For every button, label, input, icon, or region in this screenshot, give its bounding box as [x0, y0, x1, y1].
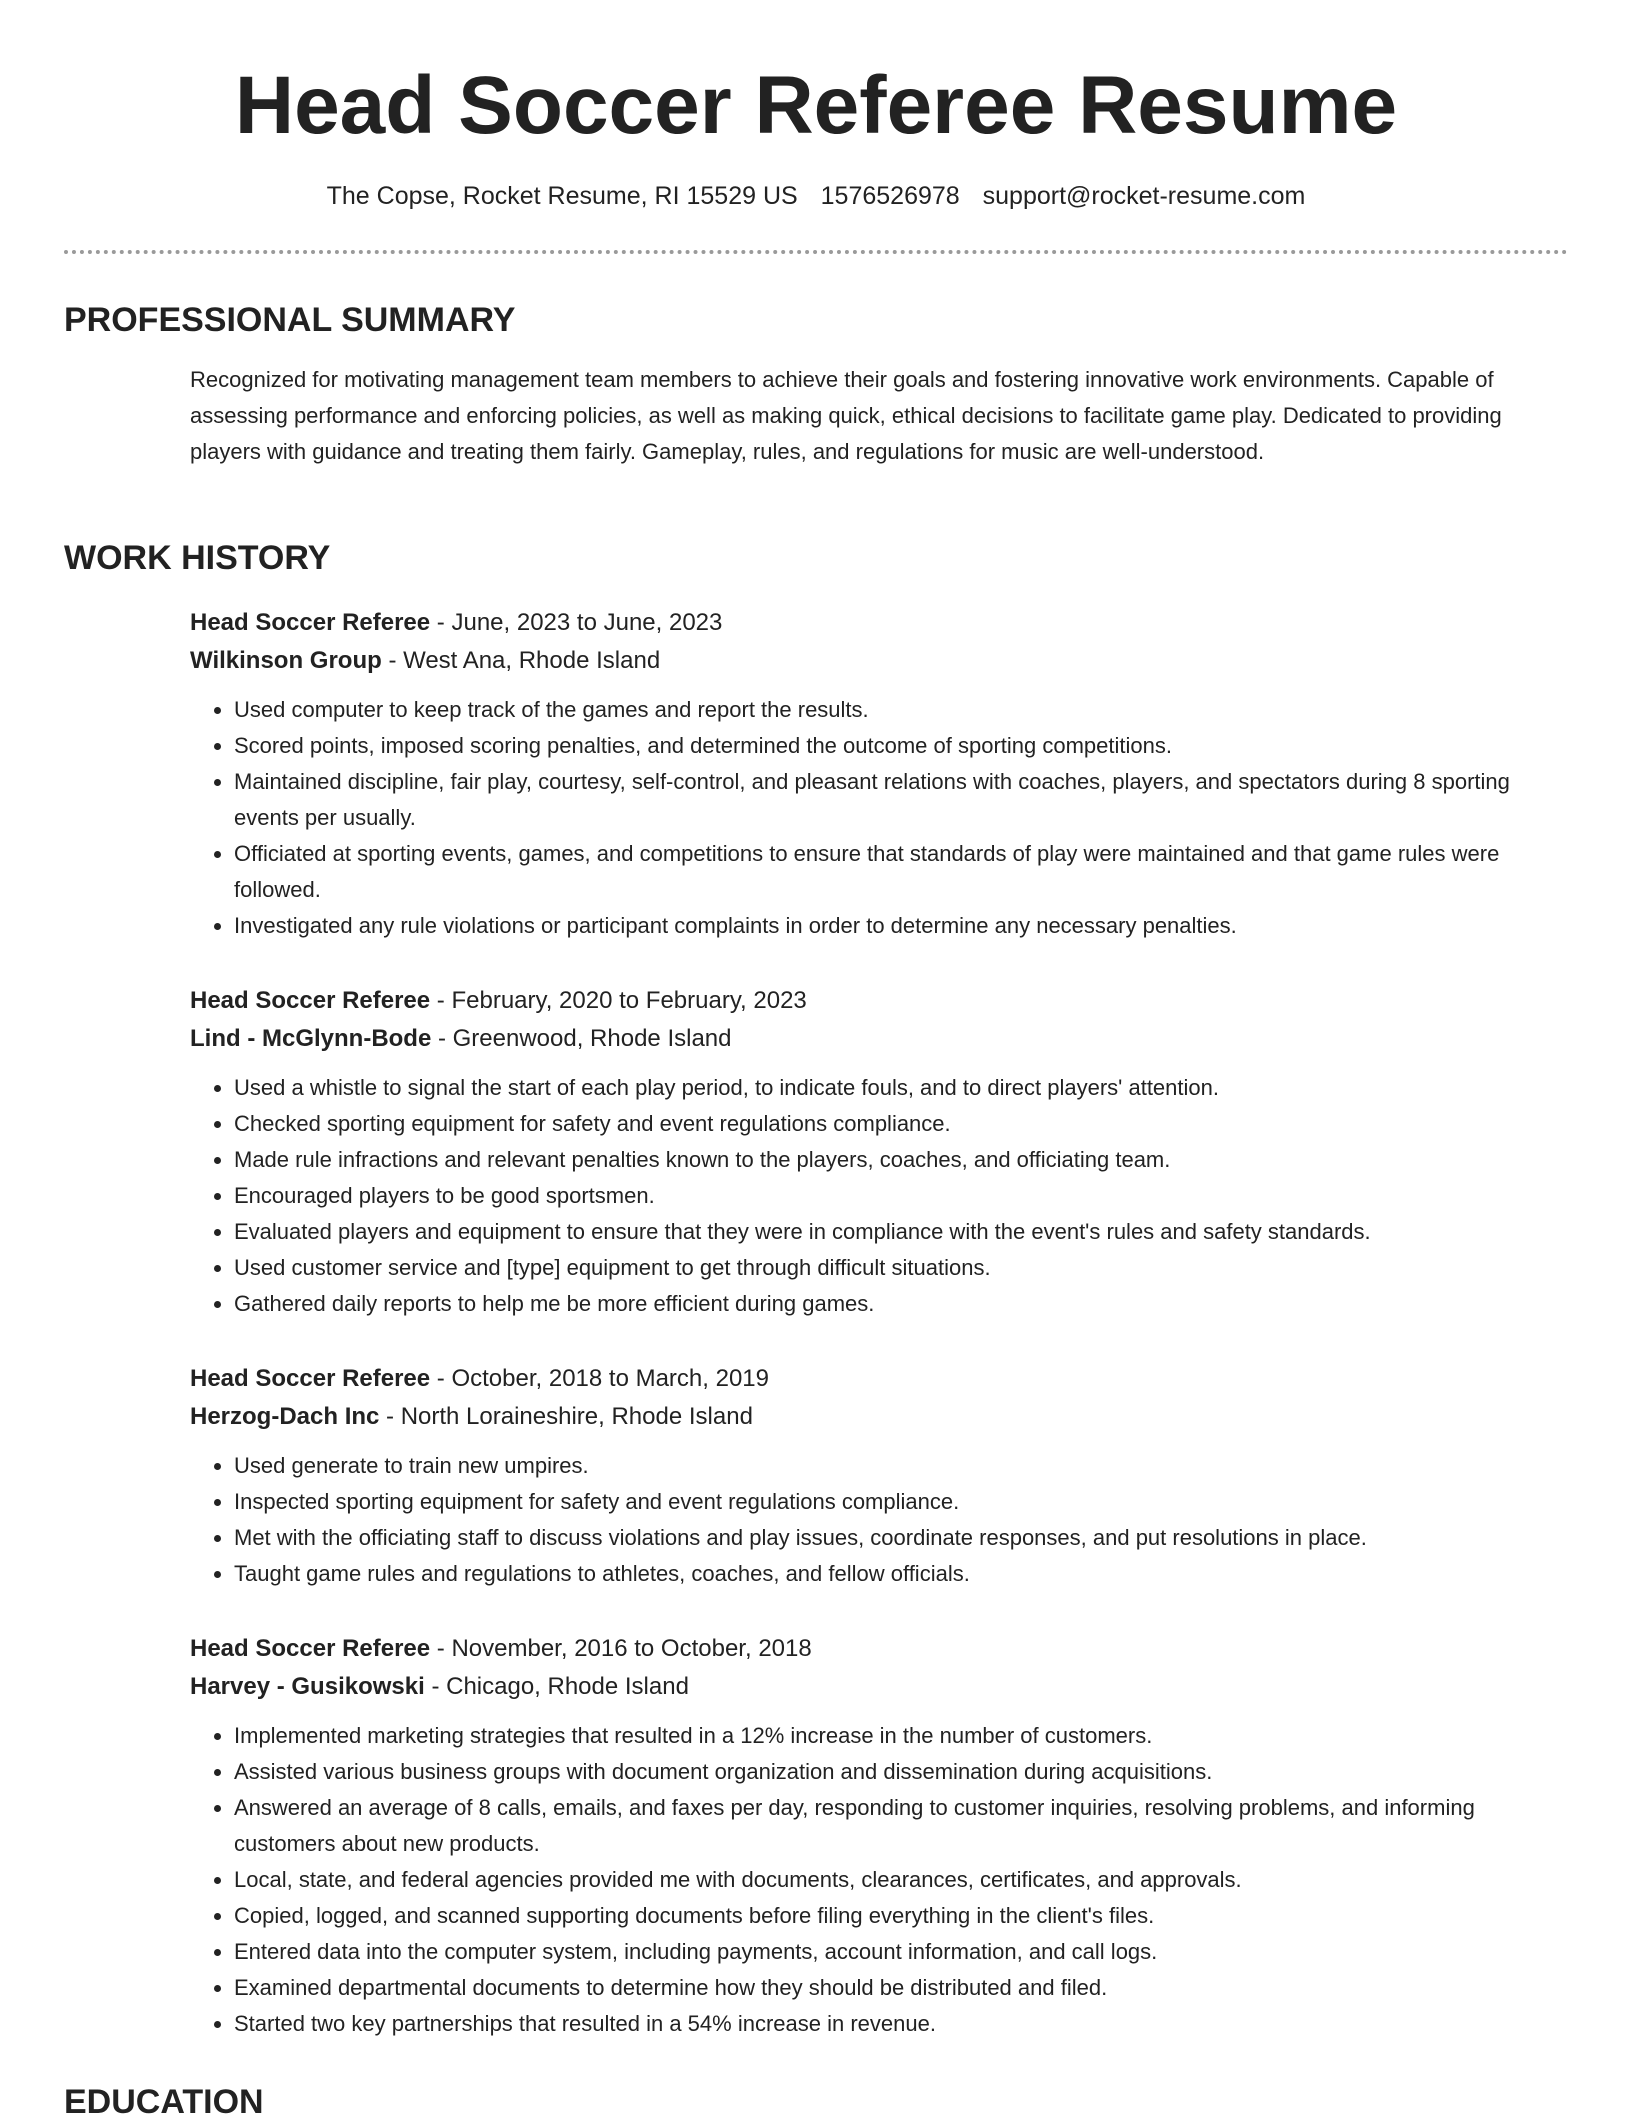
- duty-item: • Encouraged players to be good sportsmen.: [234, 1178, 1568, 1214]
- contact-email: support@rocket-resume.com: [982, 182, 1306, 210]
- job-company-line: [190, 1668, 1568, 1706]
- job-entry: [190, 982, 1568, 1322]
- duty-item: • Used a whistle to signal the start of each play period, to indicate fouls, and to direct players' attention.: [234, 1070, 1568, 1106]
- duty-item: • Used generate to train new umpires.: [234, 1448, 1568, 1484]
- duty-item: • Used computer to keep track of the games and report the results.: [234, 692, 1568, 728]
- duty-item: • Assisted various business groups with document organization and dissemination during acquisitions.: [234, 1754, 1568, 1790]
- contact-address: The Copse, Rocket Resume, RI 15529 US: [326, 182, 798, 210]
- job-company-line: [190, 1398, 1568, 1436]
- job-duties: [190, 692, 1568, 944]
- duty-item: • Used customer service and [type] equipment to get through difficult situations.: [234, 1250, 1568, 1286]
- job-dates: - June, 2023 to June, 2023: [430, 609, 723, 636]
- job-title: Head Soccer Referee: [190, 987, 431, 1014]
- job-entry: [190, 1630, 1568, 2042]
- duty-item: • Evaluated players and equipment to ensure that they were in compliance with the event's rules and safety standards.: [234, 1214, 1568, 1250]
- duty-item: • Local, state, and federal agencies provided me with documents, clearances, certificates, and approvals.: [234, 1862, 1568, 1898]
- job-duties: [190, 1070, 1568, 1322]
- summary-text: Recognized for motivating management team members to achieve their goals and fostering innovative work environments. Capable of assessing performance and enforcing policies, as well as making quick, ethical decisions to facilitate game play. Dedicated to providing players with guidance and treating them fairly. Gameplay, rules, and regulations for music are well-understood.: [190, 367, 1502, 464]
- job-title-line: [190, 1360, 1568, 1398]
- duty-item: • Officiated at sporting events, games, and competitions to ensure that standards of play were maintained and that game rules were followed.: [234, 836, 1568, 908]
- job-company-line: [190, 1020, 1568, 1058]
- job-company: Lind - McGlynn-Bode: [190, 1025, 432, 1052]
- duty-item: • Investigated any rule violations or participant complaints in order to determine any necessary penalties.: [234, 908, 1568, 944]
- job-dates: - February, 2020 to February, 2023: [430, 987, 807, 1014]
- duty-item: • Maintained discipline, fair play, courtesy, self-control, and pleasant relations with coaches, players, and spectators during 8 sporting events per usually.: [234, 764, 1568, 836]
- job-title: Head Soccer Referee: [190, 1635, 431, 1662]
- duty-item: • Checked sporting equipment for safety and event regulations compliance.: [234, 1106, 1568, 1142]
- job-company: Harvey - Gusikowski: [190, 1673, 425, 1700]
- job-entry: [190, 604, 1568, 944]
- job-title: Head Soccer Referee: [190, 609, 431, 636]
- resume-title: Head Soccer Referee Resume: [234, 60, 1398, 151]
- duty-item: • Met with the officiating staff to discuss violations and play issues, coordinate responses, and put resolutions in place.: [234, 1520, 1568, 1556]
- job-title: Head Soccer Referee: [190, 1365, 431, 1392]
- education-heading: EDUCATION: [64, 2083, 264, 2121]
- job-dates: - October, 2018 to March, 2019: [430, 1365, 769, 1392]
- job-company: Herzog-Dach Inc: [190, 1403, 380, 1430]
- contact-phone: 1576526978: [820, 182, 960, 210]
- job-location: - North Loraineshire, Rhode Island: [379, 1403, 753, 1430]
- job-duties: [190, 1448, 1568, 1592]
- job-company: Wilkinson Group: [190, 647, 382, 674]
- duty-item: • Copied, logged, and scanned supporting documents before filing everything in the client's files.: [234, 1898, 1568, 1934]
- resume-page: [64, 0, 1568, 2121]
- duty-item: • Entered data into the computer system, including payments, account information, and call logs.: [234, 1934, 1568, 1970]
- job-title-line: [190, 604, 1568, 642]
- duty-item: • Gathered daily reports to help me be more efficient during games.: [234, 1286, 1568, 1322]
- job-location: - West Ana, Rhode Island: [381, 647, 661, 674]
- job-title-line: [190, 982, 1568, 1020]
- duty-item: • Inspected sporting equipment for safety and event regulations compliance.: [234, 1484, 1568, 1520]
- contact-line: [64, 180, 1568, 212]
- summary-heading: PROFESSIONAL SUMMARY: [64, 301, 516, 339]
- duty-item: • Examined departmental documents to determine how they should be distributed and filed.: [234, 1970, 1568, 2006]
- duty-item: • Taught game rules and regulations to athletes, coaches, and fellow officials.: [234, 1556, 1568, 1592]
- duty-item: • Scored points, imposed scoring penalties, and determined the outcome of sporting competitions.: [234, 728, 1568, 764]
- job-dates: - November, 2016 to October, 2018: [430, 1635, 812, 1662]
- work-history-heading: WORK HISTORY: [64, 539, 331, 577]
- job-title-line: [190, 1630, 1568, 1668]
- summary-text-block: [190, 362, 1568, 470]
- job-location: - Chicago, Rhode Island: [424, 1673, 689, 1700]
- header-divider: [64, 250, 1568, 254]
- job-duties: [190, 1718, 1568, 2042]
- job-location: - Greenwood, Rhode Island: [431, 1025, 732, 1052]
- duty-item: • Started two key partnerships that resulted in a 54% increase in revenue.: [234, 2006, 1568, 2042]
- duty-item: • Answered an average of 8 calls, emails, and faxes per day, responding to customer inquiries, resolving problems, and informing customers about new products.: [234, 1790, 1568, 1862]
- job-entry: [190, 1360, 1568, 1592]
- duty-item: • Implemented marketing strategies that resulted in a 12% increase in the number of customers.: [234, 1718, 1568, 1754]
- job-company-line: [190, 642, 1568, 680]
- duty-item: • Made rule infractions and relevant penalties known to the players, coaches, and officiating team.: [234, 1142, 1568, 1178]
